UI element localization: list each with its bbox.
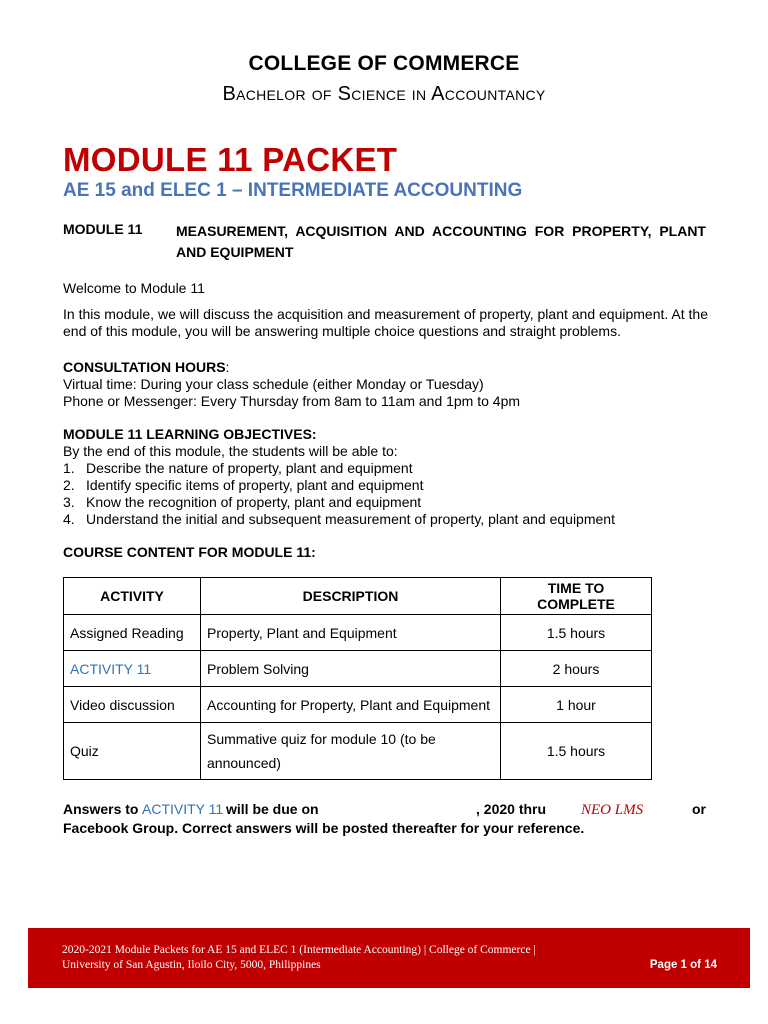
time-cell: 2 hours (501, 651, 652, 687)
answers-or: or (692, 801, 706, 817)
table-row (64, 723, 652, 780)
objectives-lead: By the end of this module, the students will be able to: (63, 443, 398, 459)
activity-cell: Assigned Reading (64, 615, 201, 651)
neo-lms-label: NEO LMS (581, 802, 644, 818)
consultation-heading: CONSULTATION HOURS: (63, 359, 230, 375)
activity-11-link[interactable]: ACTIVITY 11 (64, 651, 201, 687)
activity-11-link[interactable]: ACTIVITY 11 (142, 801, 224, 817)
course-content-heading: COURSE CONTENT FOR MODULE 11: (63, 544, 316, 560)
table-row (64, 687, 652, 723)
activity-cell: Video discussion (64, 687, 201, 723)
answers-prefix: Answers to (63, 801, 139, 817)
course-content-table (63, 577, 652, 780)
intro-paragraph: In this module, we will discuss the acquisition and measurement of property, plant and equipment. At the end of this module, you will be answering multiple choice questions and straight problems. (63, 306, 708, 339)
footer-text (62, 943, 536, 973)
answers-year: , 2020 thru (476, 801, 547, 817)
objectives-heading: MODULE 11 LEARNING OBJECTIVES: (63, 426, 317, 442)
footer-line: University of San Agustin, Iloilo City, 5000, Philippines (62, 959, 321, 971)
time-cell: 1.5 hours (501, 615, 652, 651)
module-topic: MEASUREMENT, ACQUISITION AND ACCOUNTING FOR PROPERTY, PLANT AND EQUIPMENT (176, 223, 706, 260)
course-title: AE 15 and ELEC 1 – INTERMEDIATE ACCOUNTING (63, 180, 523, 201)
answers-due: will be due on (226, 801, 319, 817)
module-title: MODULE 11 PACKET (63, 141, 398, 178)
time-cell: 1 hour (501, 687, 652, 723)
objective-item: 2. Identify specific items of property, plant and equipment (63, 477, 424, 493)
program-name: Bachelor of Science in Accountancy (222, 83, 546, 105)
table-header-row (64, 578, 652, 615)
column-header-description: DESCRIPTION (201, 578, 501, 615)
answers-line-2: Facebook Group. Correct answers will be posted thereafter for your reference. (63, 820, 585, 836)
objectives-list (63, 460, 708, 528)
welcome-text: Welcome to Module 11 (63, 280, 205, 296)
college-name: COLLEGE OF COMMERCE (248, 52, 520, 75)
table-row (64, 615, 652, 651)
module-label: MODULE 11 (63, 221, 143, 237)
page-footer (28, 928, 750, 988)
page-number: Page 1 of 14 (649, 959, 717, 971)
consultation-section (63, 359, 708, 410)
time-cell: 1.5 hours (501, 723, 652, 780)
consultation-line: Phone or Messenger: Every Thursday from 8am to 11am and 1pm to 4pm (63, 393, 521, 409)
description-cell: Problem Solving (201, 651, 501, 687)
objectives-section (63, 426, 708, 528)
footer-line: 2020-2021 Module Packets for AE 15 and ELEC 1 (Intermediate Accounting) | College of Commerce | (62, 944, 536, 956)
description-cell: Property, Plant and Equipment (201, 615, 501, 651)
answers-note (63, 800, 708, 838)
objective-item: 4. Understand the initial and subsequent measurement of property, plant and equipment (63, 511, 615, 527)
column-header-time: TIME TO COMPLETE (501, 578, 652, 615)
description-cell: Accounting for Property, Plant and Equipment (201, 687, 501, 723)
description-cell: Summative quiz for module 10 (to be announced) (201, 723, 501, 780)
activity-cell: Quiz (64, 723, 201, 780)
objective-item: 1. Describe the nature of property, plant and equipment (63, 460, 413, 476)
column-header-activity: ACTIVITY (64, 578, 201, 615)
consultation-line: Virtual time: During your class schedule (either Monday or Tuesday) (63, 376, 484, 392)
table-row (64, 651, 652, 687)
objective-item: 3. Know the recognition of property, plant and equipment (63, 494, 422, 510)
